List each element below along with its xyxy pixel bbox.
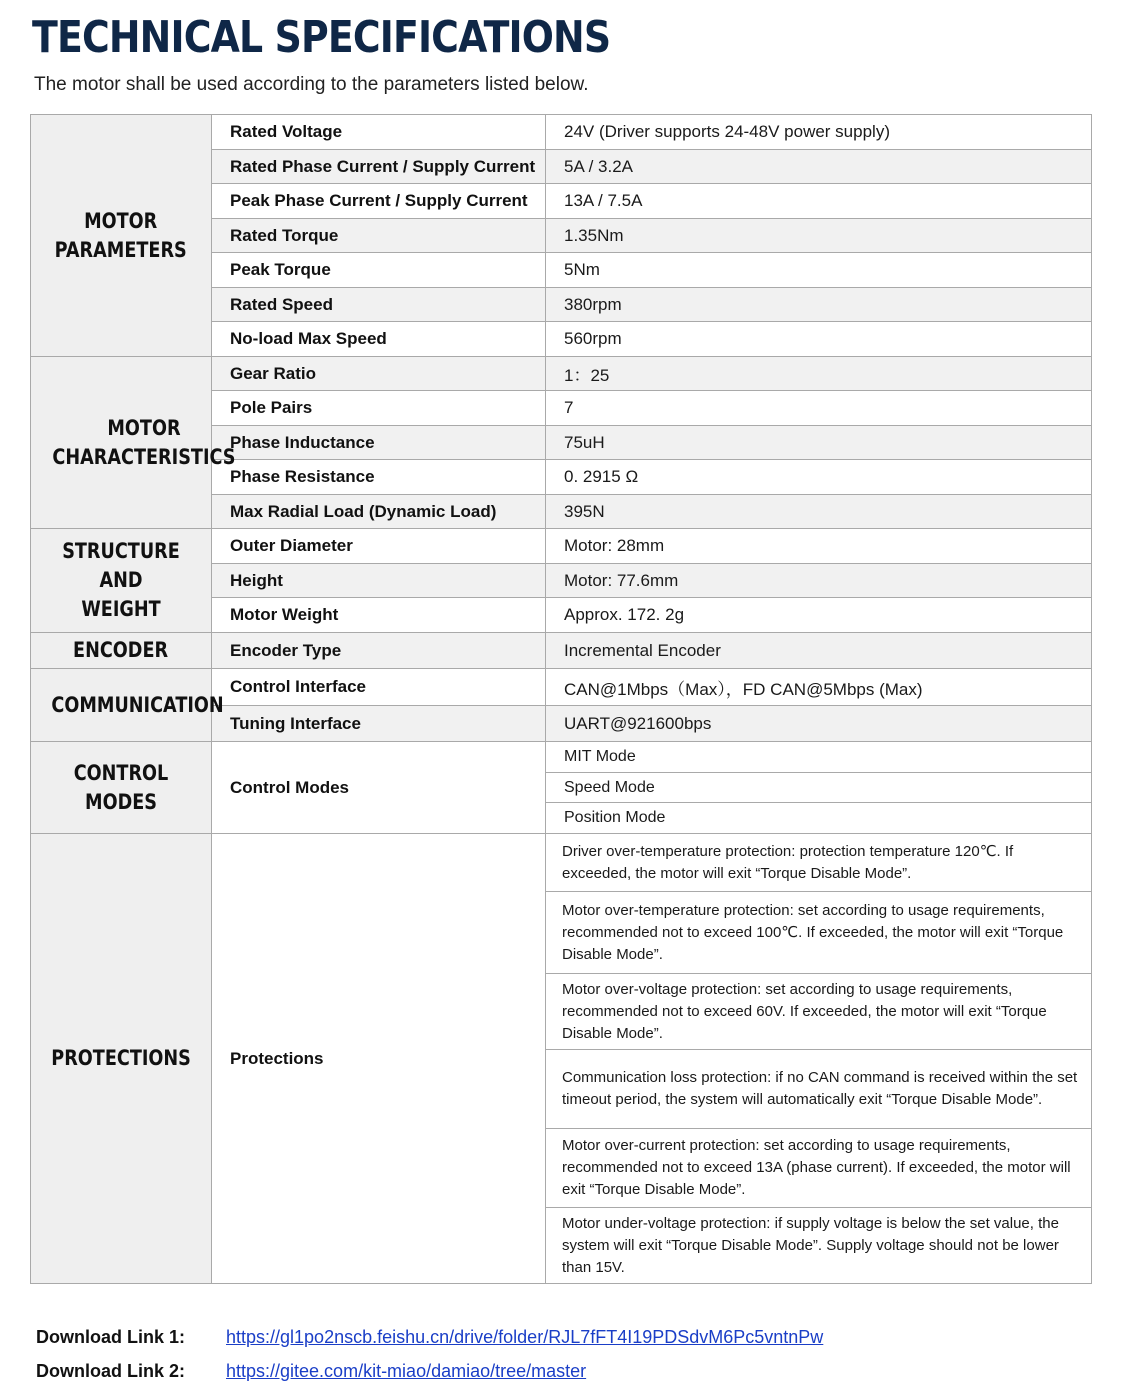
param-label: Rated Speed (212, 288, 546, 322)
param-label: Rated Phase Current / Supply Current (212, 150, 546, 184)
param-value: 75uH (546, 426, 1092, 460)
param-value: UART@921600bps (546, 706, 1092, 742)
param-label: Height (212, 564, 546, 598)
param-label: Pole Pairs (212, 391, 546, 426)
param-value: 0. 2915 Ω (546, 460, 1092, 495)
param-value: 7 (546, 391, 1092, 426)
param-label: Motor Weight (212, 598, 546, 633)
download-link-label: Download Link 2: (36, 1360, 186, 1381)
param-value: 1：25 (546, 357, 1092, 391)
param-label: Control Interface (212, 669, 546, 706)
param-value: CAN@1Mbps（Max），FD CAN@5Mbps (Max) (546, 669, 1092, 706)
control-mode-item: Position Mode (546, 803, 1092, 834)
param-value: 13A / 7.5A (546, 184, 1092, 219)
download-link-row (36, 1320, 823, 1354)
category-communication: COMMUNICATION (31, 669, 212, 742)
param-label: Control Modes (212, 742, 546, 834)
param-value: Motor: 28mm (546, 529, 1092, 564)
param-value: 395N (546, 495, 1092, 529)
control-mode-item: MIT Mode (546, 742, 1092, 773)
category-motor-parameters: MOTOR PARAMETERS (31, 115, 212, 357)
protection-item: Motor under-voltage protection: if supply voltage is below the set value, the system will exit “Torque Disable Mode”. Supply voltage should not be lower than 15V. (546, 1208, 1092, 1284)
param-label: Peak Phase Current / Supply Current (212, 184, 546, 219)
param-value: Approx. 172. 2g (546, 598, 1092, 633)
param-label: Phase Inductance (212, 426, 546, 460)
protection-item: Driver over-temperature protection: protection temperature 120℃. If exceeded, the motor will exit “Torque Disable Mode”. (546, 834, 1092, 892)
param-value: 24V (Driver supports 24-48V power supply) (546, 115, 1092, 150)
param-value: 5A / 3.2A (546, 150, 1092, 184)
control-mode-item: Speed Mode (546, 773, 1092, 803)
param-label: Rated Voltage (212, 115, 546, 150)
download-link-url[interactable]: https://gitee.com/kit-miao/damiao/tree/master (226, 1360, 587, 1381)
category-control-modes: CONTROL MODES (31, 742, 212, 834)
param-label: Protections (212, 834, 546, 1284)
param-value: 1.35Nm (546, 219, 1092, 253)
param-value: 5Nm (546, 253, 1092, 288)
param-value: Motor: 77.6mm (546, 564, 1092, 598)
param-label: Max Radial Load (Dynamic Load) (212, 495, 546, 529)
param-label: Rated Torque (212, 219, 546, 253)
download-link-row (36, 1354, 823, 1388)
param-label: Outer Diameter (212, 529, 546, 564)
protection-item: Motor over-voltage protection: set according to usage requirements, recommended not to exceed 60V. If exceeded, the motor will exit “Torque Disable Mode”. (546, 974, 1092, 1050)
protection-item: Motor over-current protection: set according to usage requirements, recommended not to exceed 13A (phase current). If exceeded, the motor will exit “Torque Disable Mode”. (546, 1129, 1092, 1208)
param-label: Phase Resistance (212, 460, 546, 495)
param-value: 560rpm (546, 322, 1092, 357)
category-encoder: ENCODER (31, 633, 212, 669)
download-link-url[interactable]: https://gl1po2nscb.feishu.cn/drive/folder/RJL7fFT4I19PDSdvM6Pc5vntnPw (226, 1326, 824, 1347)
protection-item: Communication loss protection: if no CAN command is received within the set timeout period, the system will automatically exit “Torque Disable Mode”. (546, 1050, 1092, 1129)
download-links (36, 1320, 823, 1388)
param-label: Tuning Interface (212, 706, 546, 742)
protection-item: Motor over-temperature protection: set according to usage requirements, recommended not to exceed 100℃. If exceeded, the motor will exit “Torque Disable Mode”. (546, 892, 1092, 974)
param-value: Incremental Encoder (546, 633, 1092, 669)
param-label: No-load Max Speed (212, 322, 546, 357)
param-label: Encoder Type (212, 633, 546, 669)
param-value: 380rpm (546, 288, 1092, 322)
category-protections: PROTECTIONS (31, 834, 212, 1284)
category-motor-characteristics: MOTOR CHARACTERISTICS (31, 357, 212, 529)
download-link-label: Download Link 1: (36, 1326, 186, 1347)
page-title: TECHNICAL SPECIFICATIONS (32, 12, 611, 63)
spec-table (30, 114, 1092, 1284)
category-structure-weight: STRUCTURE AND WEIGHT (31, 529, 212, 633)
param-label: Peak Torque (212, 253, 546, 288)
page-subtitle: The motor shall be used according to the parameters listed below. (34, 74, 589, 95)
param-label: Gear Ratio (212, 357, 546, 391)
